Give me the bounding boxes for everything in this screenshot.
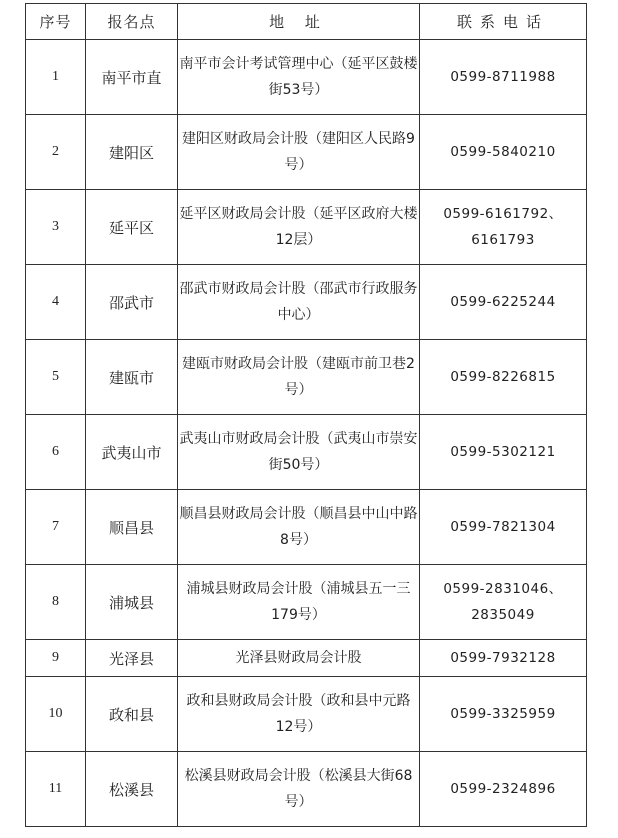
cell-number: 3 bbox=[26, 190, 86, 265]
cell-address: 南平市会计考试管理中心（延平区鼓楼街53号） bbox=[178, 40, 420, 115]
cell-phone: 0599-6225244 bbox=[420, 265, 587, 340]
header-phone: 联系电话 bbox=[420, 4, 587, 40]
cell-site: 建阳区 bbox=[86, 115, 178, 190]
cell-address: 建瓯市财政局会计股（建瓯市前卫巷2号） bbox=[178, 340, 420, 415]
cell-number: 9 bbox=[26, 640, 86, 677]
header-row bbox=[26, 4, 587, 40]
cell-site: 松溪县 bbox=[86, 752, 178, 827]
cell-number: 2 bbox=[26, 115, 86, 190]
table-row bbox=[26, 415, 587, 490]
cell-address: 松溪县财政局会计股（松溪县大街68号） bbox=[178, 752, 420, 827]
cell-address: 延平区财政局会计股（延平区政府大楼12层） bbox=[178, 190, 420, 265]
cell-address: 武夷山市财政局会计股（武夷山市崇安街50号） bbox=[178, 415, 420, 490]
registration-sites-table bbox=[25, 3, 587, 827]
cell-site: 延平区 bbox=[86, 190, 178, 265]
header-number: 序号 bbox=[26, 4, 86, 40]
table-row bbox=[26, 490, 587, 565]
cell-site: 政和县 bbox=[86, 677, 178, 752]
table-row bbox=[26, 115, 587, 190]
cell-site: 顺昌县 bbox=[86, 490, 178, 565]
cell-number: 1 bbox=[26, 40, 86, 115]
cell-site: 武夷山市 bbox=[86, 415, 178, 490]
table-body bbox=[26, 40, 587, 827]
cell-address: 顺昌县财政局会计股（顺昌县中山中路8号） bbox=[178, 490, 420, 565]
cell-address: 浦城县财政局会计股（浦城县五一三179号） bbox=[178, 565, 420, 640]
cell-phone: 0599-8226815 bbox=[420, 340, 587, 415]
cell-address: 邵武市财政局会计股（邵武市行政服务中心） bbox=[178, 265, 420, 340]
cell-phone: 0599-5302121 bbox=[420, 415, 587, 490]
table-row bbox=[26, 640, 587, 677]
cell-number: 5 bbox=[26, 340, 86, 415]
cell-site: 建瓯市 bbox=[86, 340, 178, 415]
cell-phone: 0599-8711988 bbox=[420, 40, 587, 115]
cell-site: 光泽县 bbox=[86, 640, 178, 677]
header-site: 报名点 bbox=[86, 4, 178, 40]
cell-site: 南平市直 bbox=[86, 40, 178, 115]
table-row bbox=[26, 265, 587, 340]
cell-phone: 0599-7821304 bbox=[420, 490, 587, 565]
cell-number: 11 bbox=[26, 752, 86, 827]
cell-site: 浦城县 bbox=[86, 565, 178, 640]
cell-number: 6 bbox=[26, 415, 86, 490]
cell-number: 10 bbox=[26, 677, 86, 752]
table-row bbox=[26, 677, 587, 752]
cell-number: 4 bbox=[26, 265, 86, 340]
table-row bbox=[26, 340, 587, 415]
cell-phone: 0599-5840210 bbox=[420, 115, 587, 190]
table-row bbox=[26, 190, 587, 265]
cell-address: 建阳区财政局会计股（建阳区人民路9号） bbox=[178, 115, 420, 190]
cell-number: 8 bbox=[26, 565, 86, 640]
cell-phone: 0599-6161792、6161793 bbox=[420, 190, 587, 265]
cell-site: 邵武市 bbox=[86, 265, 178, 340]
cell-number: 7 bbox=[26, 490, 86, 565]
cell-address: 光泽县财政局会计股 bbox=[178, 640, 420, 677]
table-row bbox=[26, 752, 587, 827]
cell-phone: 0599-2831046、2835049 bbox=[420, 565, 587, 640]
table-row bbox=[26, 565, 587, 640]
cell-phone: 0599-7932128 bbox=[420, 640, 587, 677]
cell-phone: 0599-2324896 bbox=[420, 752, 587, 827]
table-row bbox=[26, 40, 587, 115]
cell-phone: 0599-3325959 bbox=[420, 677, 587, 752]
header-address: 地 址 bbox=[178, 4, 420, 40]
cell-address: 政和县财政局会计股（政和县中元路12号） bbox=[178, 677, 420, 752]
